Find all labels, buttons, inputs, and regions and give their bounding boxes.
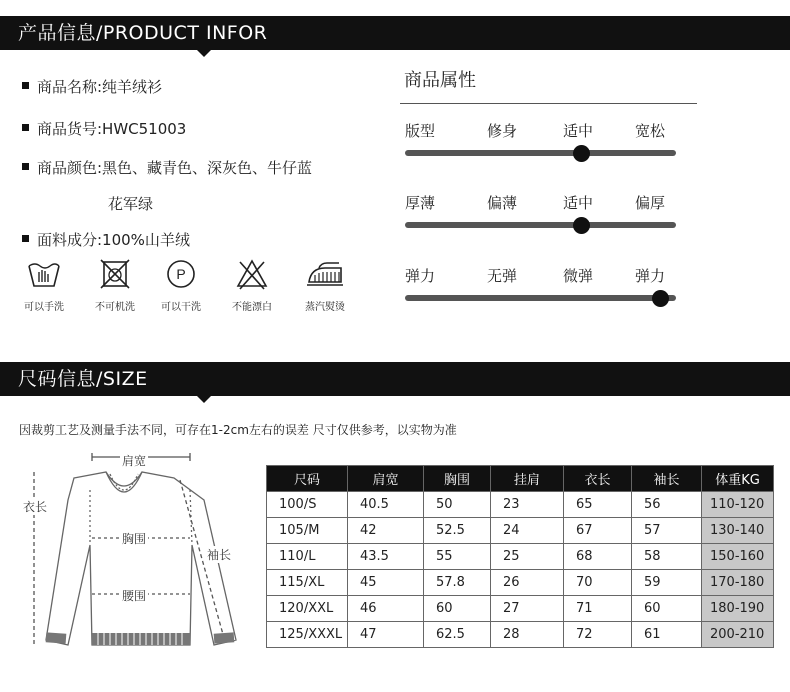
shoulder-cell: 47	[348, 622, 424, 648]
attr-option: 微弹	[563, 267, 594, 285]
header-cell: 体重KG	[702, 466, 774, 492]
shoulder-cell: 42	[348, 518, 424, 544]
armhole-cell: 27	[491, 596, 564, 622]
attr-scale-marker	[573, 145, 590, 162]
dry-clean-icon	[165, 258, 197, 290]
care-dry-clean	[151, 258, 211, 313]
weight-cell: 150-160	[702, 544, 774, 570]
steam-iron-icon	[305, 258, 345, 290]
sleeve-cell: 60	[632, 596, 702, 622]
shoulder-cell: 40.5	[348, 492, 424, 518]
no-bleach-icon	[235, 258, 269, 290]
product-info-title: 产品信息/PRODUCT INFOR	[18, 22, 268, 44]
chest-label: 胸围	[122, 532, 147, 546]
product-code-line: 商品货号:HWC51003	[22, 118, 186, 139]
size-cell: 125/XXXL	[267, 622, 348, 648]
attr-scale-track	[405, 150, 676, 156]
care-steam-iron	[295, 258, 355, 313]
attr-option: 弹力	[635, 267, 666, 285]
chest-cell: 57.8	[424, 570, 491, 596]
armhole-cell: 28	[491, 622, 564, 648]
bullet-square-icon	[22, 235, 29, 242]
size-table	[266, 465, 774, 648]
care-label: 蒸汽熨烫	[305, 302, 345, 313]
hand-wash-icon	[26, 258, 62, 290]
svg-text:P: P	[176, 266, 186, 282]
table-row	[267, 596, 774, 622]
weight-cell: 180-190	[702, 596, 774, 622]
armhole-cell: 26	[491, 570, 564, 596]
sleeve-cell: 57	[632, 518, 702, 544]
sleeve-cell: 58	[632, 544, 702, 570]
care-hand-wash	[14, 258, 74, 313]
care-label: 不可机洗	[95, 302, 135, 313]
header-cell: 胸围	[424, 466, 491, 492]
product-info-banner	[0, 16, 790, 50]
body-length-label: 衣长	[23, 500, 48, 514]
weight-cell: 110-120	[702, 492, 774, 518]
attr-name: 弹力	[405, 267, 436, 285]
shoulder-width-label: 肩宽	[122, 454, 147, 468]
attr-scale-marker	[573, 217, 590, 234]
header-cell: 肩宽	[348, 466, 424, 492]
chest-cell: 62.5	[424, 622, 491, 648]
chest-cell: 60	[424, 596, 491, 622]
attr-option: 偏厚	[635, 194, 666, 212]
length-cell: 65	[564, 492, 632, 518]
attributes-title: 商品属性	[404, 70, 476, 91]
attr-option: 无弹	[487, 267, 518, 285]
attr-scale-track	[405, 295, 676, 301]
weight-cell: 130-140	[702, 518, 774, 544]
size-cell: 100/S	[267, 492, 348, 518]
waist-label: 腰围	[122, 589, 147, 603]
length-cell: 72	[564, 622, 632, 648]
weight-cell: 200-210	[702, 622, 774, 648]
attr-option: 修身	[487, 122, 518, 140]
armhole-cell: 23	[491, 492, 564, 518]
product-name-line: 商品名称:纯羊绒衫	[22, 76, 162, 97]
sleeve-cell: 59	[632, 570, 702, 596]
sleeve-cell: 61	[632, 622, 702, 648]
care-no-machine-wash	[85, 258, 145, 313]
length-cell: 67	[564, 518, 632, 544]
size-table-header	[267, 466, 774, 492]
size-cell: 120/XXL	[267, 596, 348, 622]
attr-name: 厚薄	[405, 194, 436, 212]
attr-option: 适中	[563, 122, 594, 140]
attr-scale-marker	[652, 290, 669, 307]
shoulder-cell: 43.5	[348, 544, 424, 570]
length-cell: 68	[564, 544, 632, 570]
attr-option: 适中	[563, 194, 594, 212]
size-info-title: 尺码信息/SIZE	[18, 368, 148, 390]
attributes-divider	[400, 103, 697, 104]
length-cell: 70	[564, 570, 632, 596]
table-row	[267, 544, 774, 570]
attr-option: 偏薄	[487, 194, 518, 212]
table-row	[267, 492, 774, 518]
care-no-bleach	[222, 258, 282, 313]
table-row	[267, 570, 774, 596]
bullet-square-icon	[22, 82, 29, 89]
bullet-square-icon	[22, 124, 29, 131]
size-info-banner	[0, 362, 790, 396]
chest-cell: 50	[424, 492, 491, 518]
header-cell: 挂肩	[491, 466, 564, 492]
shoulder-cell: 46	[348, 596, 424, 622]
shoulder-cell: 45	[348, 570, 424, 596]
armhole-cell: 25	[491, 544, 564, 570]
care-label: 可以干洗	[161, 302, 201, 313]
size-cell: 105/M	[267, 518, 348, 544]
size-cell: 115/XL	[267, 570, 348, 596]
header-cell: 尺码	[267, 466, 348, 492]
length-cell: 71	[564, 596, 632, 622]
attr-name: 版型	[405, 122, 436, 140]
chest-cell: 52.5	[424, 518, 491, 544]
bullet-square-icon	[22, 163, 29, 170]
product-colors-line: 商品颜色:黑色、藏青色、深灰色、牛仔蓝	[22, 157, 312, 178]
weight-cell: 170-180	[702, 570, 774, 596]
sleeve-length-label: 袖长	[207, 548, 232, 562]
care-label: 可以手洗	[24, 302, 64, 313]
size-cell: 110/L	[267, 544, 348, 570]
banner-notch	[197, 396, 211, 403]
fabric-composition-line: 面料成分:100%山羊绒	[22, 229, 190, 250]
product-colors-continued: 花军绿	[108, 195, 154, 213]
sleeve-cell: 56	[632, 492, 702, 518]
banner-notch	[197, 50, 211, 57]
armhole-cell: 24	[491, 518, 564, 544]
chest-cell: 55	[424, 544, 491, 570]
attr-option: 宽松	[635, 122, 666, 140]
no-machine-wash-icon	[99, 258, 131, 290]
care-label: 不能漂白	[232, 302, 272, 313]
header-cell: 袖长	[632, 466, 702, 492]
table-row	[267, 518, 774, 544]
attr-scale-track	[405, 222, 676, 228]
size-disclaimer: 因裁剪工艺及测量手法不同，可存在1-2cm左右的误差 尺寸仅供参考，以实物为准	[19, 423, 457, 437]
table-row	[267, 622, 774, 648]
header-cell: 衣长	[564, 466, 632, 492]
